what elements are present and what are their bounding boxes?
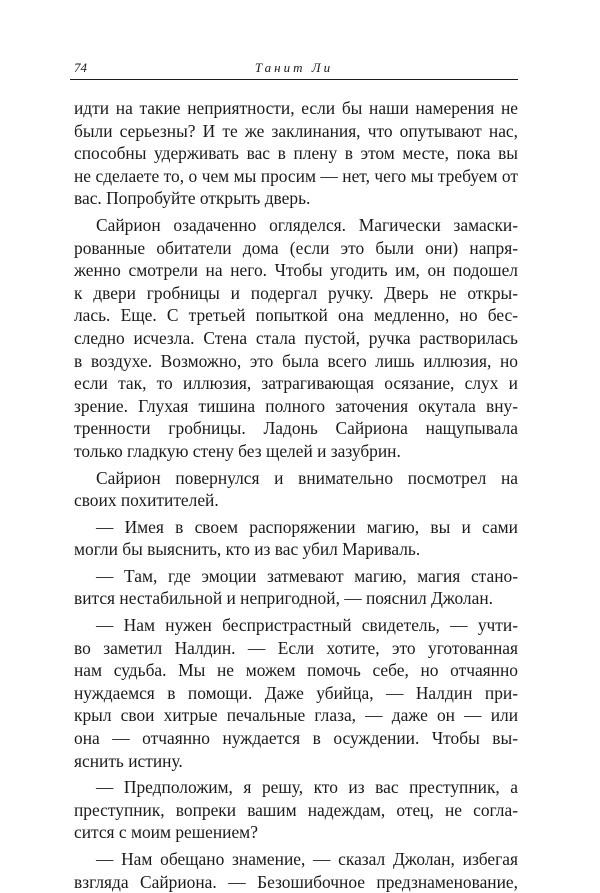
text-line: крыл свои хитрые печальные глаза, — даже он — или	[74, 705, 518, 726]
text-line: зрение. Глухая тишина полного заточения окутала вну-	[74, 395, 518, 416]
text-line: она — отчаянно нуждается в осуждении. Чтобы вы-	[74, 728, 518, 749]
text-line: преступник, вопреки вашим надеждам, отец, не согла-	[74, 799, 518, 820]
text-line: вится нестабильной и непригодной, — пояснил Джолан.	[74, 588, 493, 609]
text-line: Сайрион повернулся и внимательно посмотрел на	[96, 467, 518, 488]
paragraph	[74, 516, 518, 561]
text-line: нам судьба. Мы не можем помочь себе, но отчаянно	[74, 660, 518, 681]
text-line: — Нам нужен беспристрастный свидетель, — учти-	[96, 615, 518, 636]
text-line: — Предположим, я решу, кто из вас преступник, а	[96, 777, 518, 798]
text-line: — Нам обещано знамение, — сказал Джолан, избегая	[96, 849, 518, 869]
text-line: — Там, где эмоции затмевают магию, магия стано-	[96, 565, 518, 586]
text-line: не сделаете то, о чем мы просим — нет, чего мы требуем от	[74, 165, 518, 186]
text-line: идти на такие неприятности, если бы наши намерения не	[74, 98, 518, 118]
text-line: женно смотрели на него. Чтобы угодить им, он подошел	[74, 260, 518, 281]
paragraph	[74, 214, 518, 463]
paragraph	[74, 848, 518, 893]
paragraph	[74, 565, 518, 610]
text-line: взгляда Сайриона. — Безошибочное предзнаменование,	[74, 871, 518, 892]
text-line: в воздухе. Возможно, это была всего лишь иллюзия, но	[74, 350, 518, 371]
text-line: — Имея в своем распоряжении магию, вы и сами	[96, 516, 518, 537]
text-line: если так, то иллюзия, затрагивающая осязание, слух и	[74, 373, 518, 394]
paragraph	[74, 97, 518, 210]
text-line: тренности гробницы. Ладонь Сайриона нащупывала	[74, 418, 518, 439]
running-head-author: Танит Ли	[254, 60, 334, 75]
text-line: следно исчезла. Стена стала пустой, ручка растворилась	[74, 327, 518, 348]
text-line: яснить истину.	[74, 750, 183, 771]
text-line: рованные обитатели дома (если это были они) напря-	[74, 237, 518, 258]
paragraph	[74, 467, 518, 512]
text-line: нуждаемся в помощи. Даже убийца, — Налдин при-	[74, 682, 518, 703]
text-line: своих похитителей.	[74, 490, 219, 511]
text-line: лась. Еще. С третьей попыткой она медленно, но бес-	[74, 305, 518, 326]
text-line: были серьезны? И те же заклинания, что опутывают нас,	[74, 120, 518, 141]
body-text	[74, 97, 518, 893]
page-number: 74	[74, 60, 87, 75]
paragraph	[74, 614, 518, 772]
text-line: к двери гробницы и подергал ручку. Дверь не откры-	[74, 282, 518, 303]
text-line: Сайрион озадаченно огляделся. Магически замаски-	[96, 214, 518, 235]
paragraph	[74, 776, 518, 844]
text-line: во заметил Налдин. — Если хотите, это уготованная	[74, 637, 518, 658]
text-line: могли бы выяснить, кто из вас убил Мариваль.	[74, 539, 421, 560]
text-line: сится с моим решением?	[74, 822, 258, 843]
text-line: вас. Попробуйте открыть дверь.	[74, 188, 311, 209]
text-line: только гладкую стену без щелей и зазубрин.	[74, 440, 401, 461]
text-line: способны удерживать вас в плену в этом месте, пока вы	[74, 143, 518, 164]
running-header	[70, 57, 518, 80]
